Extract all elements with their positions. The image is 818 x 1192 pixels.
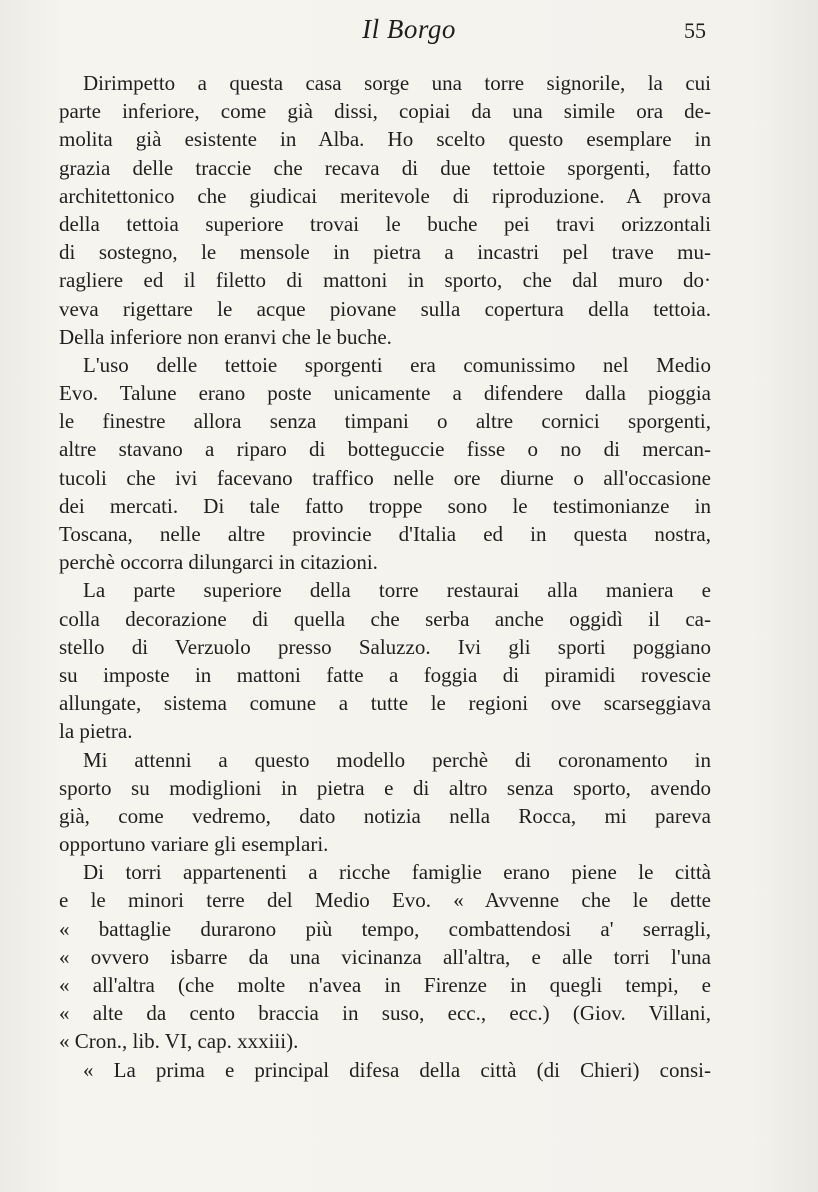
text-line: L'uso delle tettoie sporgenti era comunissimo nel Medio <box>83 352 711 377</box>
text-line: Evo. Talune erano poste unicamente a difendere dalla pioggia <box>59 381 711 406</box>
text-line: grazia delle traccie che recava di due tettoie sporgenti, fatto <box>59 155 711 180</box>
page-header <box>0 14 818 54</box>
text-line: già, come vedremo, dato notizia nella Rocca, mi pareva <box>59 803 711 828</box>
text-line: « Cron., lib. VI, cap. xxxiii). <box>59 1029 299 1054</box>
text-line: « battaglie durarono più tempo, combattendosi a' serragli, <box>59 916 711 941</box>
text-line: su imposte in mattoni fatte a foggia di piramidi rovescie <box>59 662 711 687</box>
text-line: parte inferiore, come già dissi, copiai da una simile ora de- <box>59 99 711 124</box>
text-line: stello di Verzuolo presso Saluzzo. Ivi gli sporti poggiano <box>59 634 711 659</box>
text-line: Dirimpetto a questa casa sorge una torre signorile, la cui <box>83 71 711 95</box>
text-line: e le minori terre del Medio Evo. « Avvenne che le dette <box>59 888 711 913</box>
text-line: allungate, sistema comune a tutte le regioni ove scarseggiava <box>59 691 711 716</box>
page-number: 55 <box>684 18 706 43</box>
text-line: le finestre allora senza timpani o altre cornici sporgenti, <box>59 409 711 434</box>
text-line: molita già esistente in Alba. Ho scelto questo esemplare in <box>59 127 711 152</box>
text-line: la pietra. <box>59 719 133 744</box>
text-line: La parte superiore della torre restaurai alla maniera e <box>83 578 711 603</box>
text-line: veva rigettare le acque piovane sulla copertura della tettoia. <box>59 296 711 321</box>
text-line: dei mercati. Di tale fatto troppe sono le testimonianze in <box>59 493 711 518</box>
text-line: « ovvero isbarre da una vicinanza all'altra, e alle torri l'una <box>59 944 711 969</box>
text-line: di sostegno, le mensole in pietra a incastri pel trave mu- <box>59 240 711 265</box>
text-line: colla decorazione di quella che serba anche oggidì il ca- <box>59 606 711 631</box>
text-line: Mi attenni a questo modello perchè di coronamento in <box>83 747 711 772</box>
text-line: « La prima e principal difesa della città (di Chieri) consi- <box>83 1057 711 1082</box>
text-line: « alte da cento braccia in suso, ecc., ecc.) (Giov. Villani, <box>59 1001 711 1026</box>
text-line: perchè occorra dilungarci in citazioni. <box>59 550 378 575</box>
text-line: Di torri appartenenti a ricche famiglie erano piene le città <box>83 860 711 885</box>
text-line: opportuno variare gli esemplari. <box>59 832 329 857</box>
text-line: della tettoia superiore trovai le buche pei travi orizzontali <box>59 211 711 236</box>
text-line: ragliere ed il filetto di mattoni in sporto, che dal muro do· <box>59 268 711 293</box>
text-line: Della inferiore non eranvi che le buche. <box>59 324 392 349</box>
text-line: Toscana, nelle altre provincie d'Italia ed in questa nostra, <box>59 522 711 546</box>
text-line: tucoli che ivi facevano traffico nelle ore diurne o all'occasione <box>59 465 711 490</box>
text-line: « all'altra (che molte n'avea in Firenze in quegli tempi, e <box>59 973 711 997</box>
running-title: Il Borgo <box>362 14 456 44</box>
text-line: sporto su modiglioni in pietra e di altro senza sporto, avendo <box>59 775 711 800</box>
text-line: altre stavano a riparo di botteguccie fisse o no di mercan- <box>59 437 711 462</box>
text-line: architettonico che giudicai meritevole di riproduzione. A prova <box>59 183 711 208</box>
body-text <box>59 69 711 1084</box>
